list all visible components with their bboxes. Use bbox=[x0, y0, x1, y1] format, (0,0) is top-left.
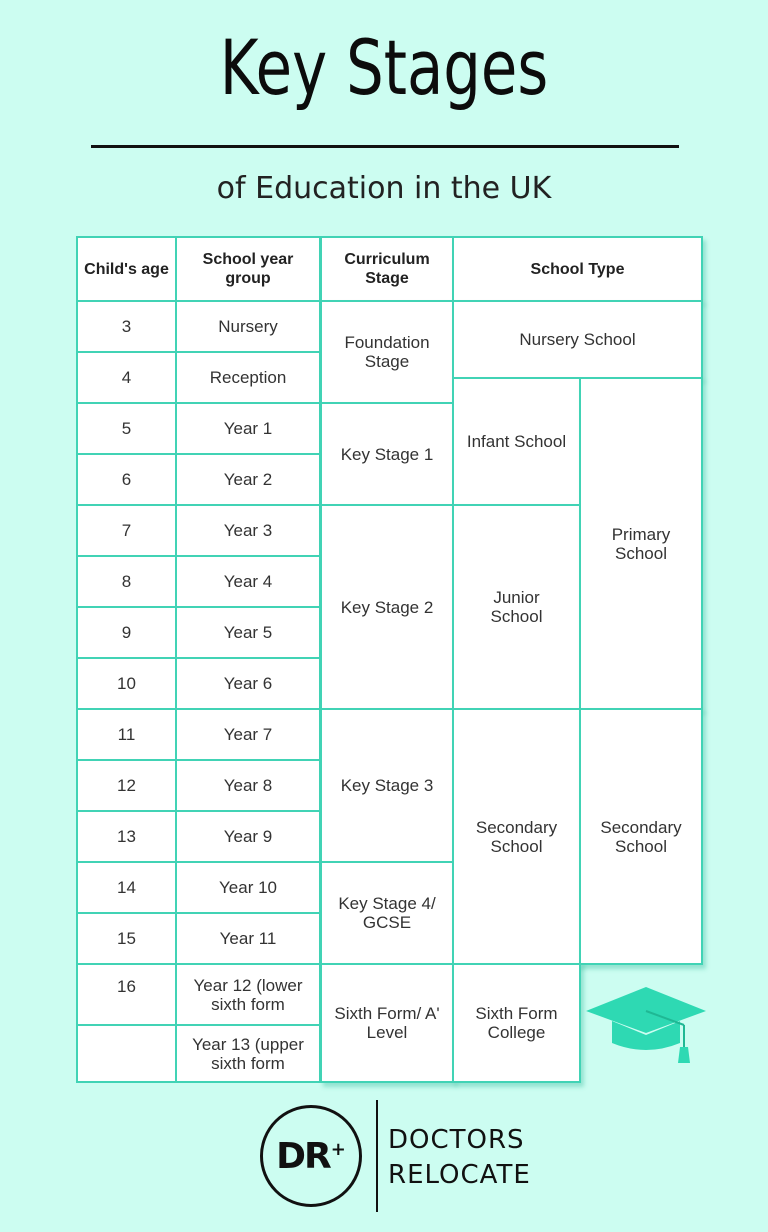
year-cell: Year 11 bbox=[175, 912, 321, 965]
header-stage: Curriculum Stage bbox=[320, 236, 454, 302]
age-cell: 5 bbox=[76, 402, 177, 455]
graduation-cap-icon bbox=[584, 985, 708, 1067]
type-sixth-form-college: Sixth Form College bbox=[452, 963, 581, 1083]
type-secondary-school: Secondary School bbox=[452, 708, 581, 965]
stage-sixth-form: Sixth Form/ A' Level bbox=[320, 963, 454, 1083]
age-cell: 11 bbox=[76, 708, 177, 761]
type-infant-school: Infant School bbox=[452, 377, 581, 506]
header-type: School Type bbox=[452, 236, 703, 302]
year-cell: Year 8 bbox=[175, 759, 321, 812]
logo-dr-text: DR bbox=[276, 1135, 330, 1177]
year-cell: Year 9 bbox=[175, 810, 321, 863]
year-cell: Year 10 bbox=[175, 861, 321, 914]
type-junior-school: Junior School bbox=[452, 504, 581, 710]
age-cell: 14 bbox=[76, 861, 177, 914]
stage-ks4: Key Stage 4/ GCSE bbox=[320, 861, 454, 965]
page-subtitle: of Education in the UK bbox=[216, 171, 552, 206]
age-cell: 4 bbox=[76, 351, 177, 404]
year-cell: Year 12 (lower sixth form bbox=[175, 963, 321, 1026]
type-secondary-school: Secondary School bbox=[579, 708, 703, 965]
year-cell: Year 2 bbox=[175, 453, 321, 506]
year-cell: Year 7 bbox=[175, 708, 321, 761]
logo-divider bbox=[376, 1100, 378, 1212]
type-primary-school: Primary School bbox=[579, 377, 703, 710]
stage-foundation: Foundation Stage bbox=[320, 300, 454, 404]
year-cell: Nursery bbox=[175, 300, 321, 353]
year-cell: Reception bbox=[175, 351, 321, 404]
year-cell: Year 5 bbox=[175, 606, 321, 659]
type-nursery-school: Nursery School bbox=[452, 300, 703, 379]
doctors-relocate-logo-mark bbox=[260, 1105, 362, 1207]
age-cell: 6 bbox=[76, 453, 177, 506]
age-cell: 16 bbox=[76, 963, 177, 1026]
age-cell bbox=[76, 1024, 177, 1083]
age-cell: 12 bbox=[76, 759, 177, 812]
stage-ks1: Key Stage 1 bbox=[320, 402, 454, 506]
logo-line-relocate: RELOCATE bbox=[388, 1160, 531, 1190]
age-cell: 8 bbox=[76, 555, 177, 608]
page-title: Key Stages bbox=[219, 23, 549, 112]
header-year: School year group bbox=[175, 236, 321, 302]
year-cell: Year 6 bbox=[175, 657, 321, 710]
age-cell: 15 bbox=[76, 912, 177, 965]
year-cell: Year 1 bbox=[175, 402, 321, 455]
year-cell: Year 4 bbox=[175, 555, 321, 608]
age-cell: 7 bbox=[76, 504, 177, 557]
title-divider bbox=[91, 145, 679, 148]
age-cell: 3 bbox=[76, 300, 177, 353]
header-age: Child's age bbox=[76, 236, 177, 302]
stage-ks3: Key Stage 3 bbox=[320, 708, 454, 863]
year-cell: Year 13 (upper sixth form bbox=[175, 1024, 321, 1083]
age-cell: 10 bbox=[76, 657, 177, 710]
stage-ks2: Key Stage 2 bbox=[320, 504, 454, 710]
logo-line-doctors: DOCTORS bbox=[388, 1125, 525, 1155]
year-cell: Year 3 bbox=[175, 504, 321, 557]
age-cell: 13 bbox=[76, 810, 177, 863]
plus-icon: + bbox=[330, 1138, 346, 1160]
age-cell: 9 bbox=[76, 606, 177, 659]
